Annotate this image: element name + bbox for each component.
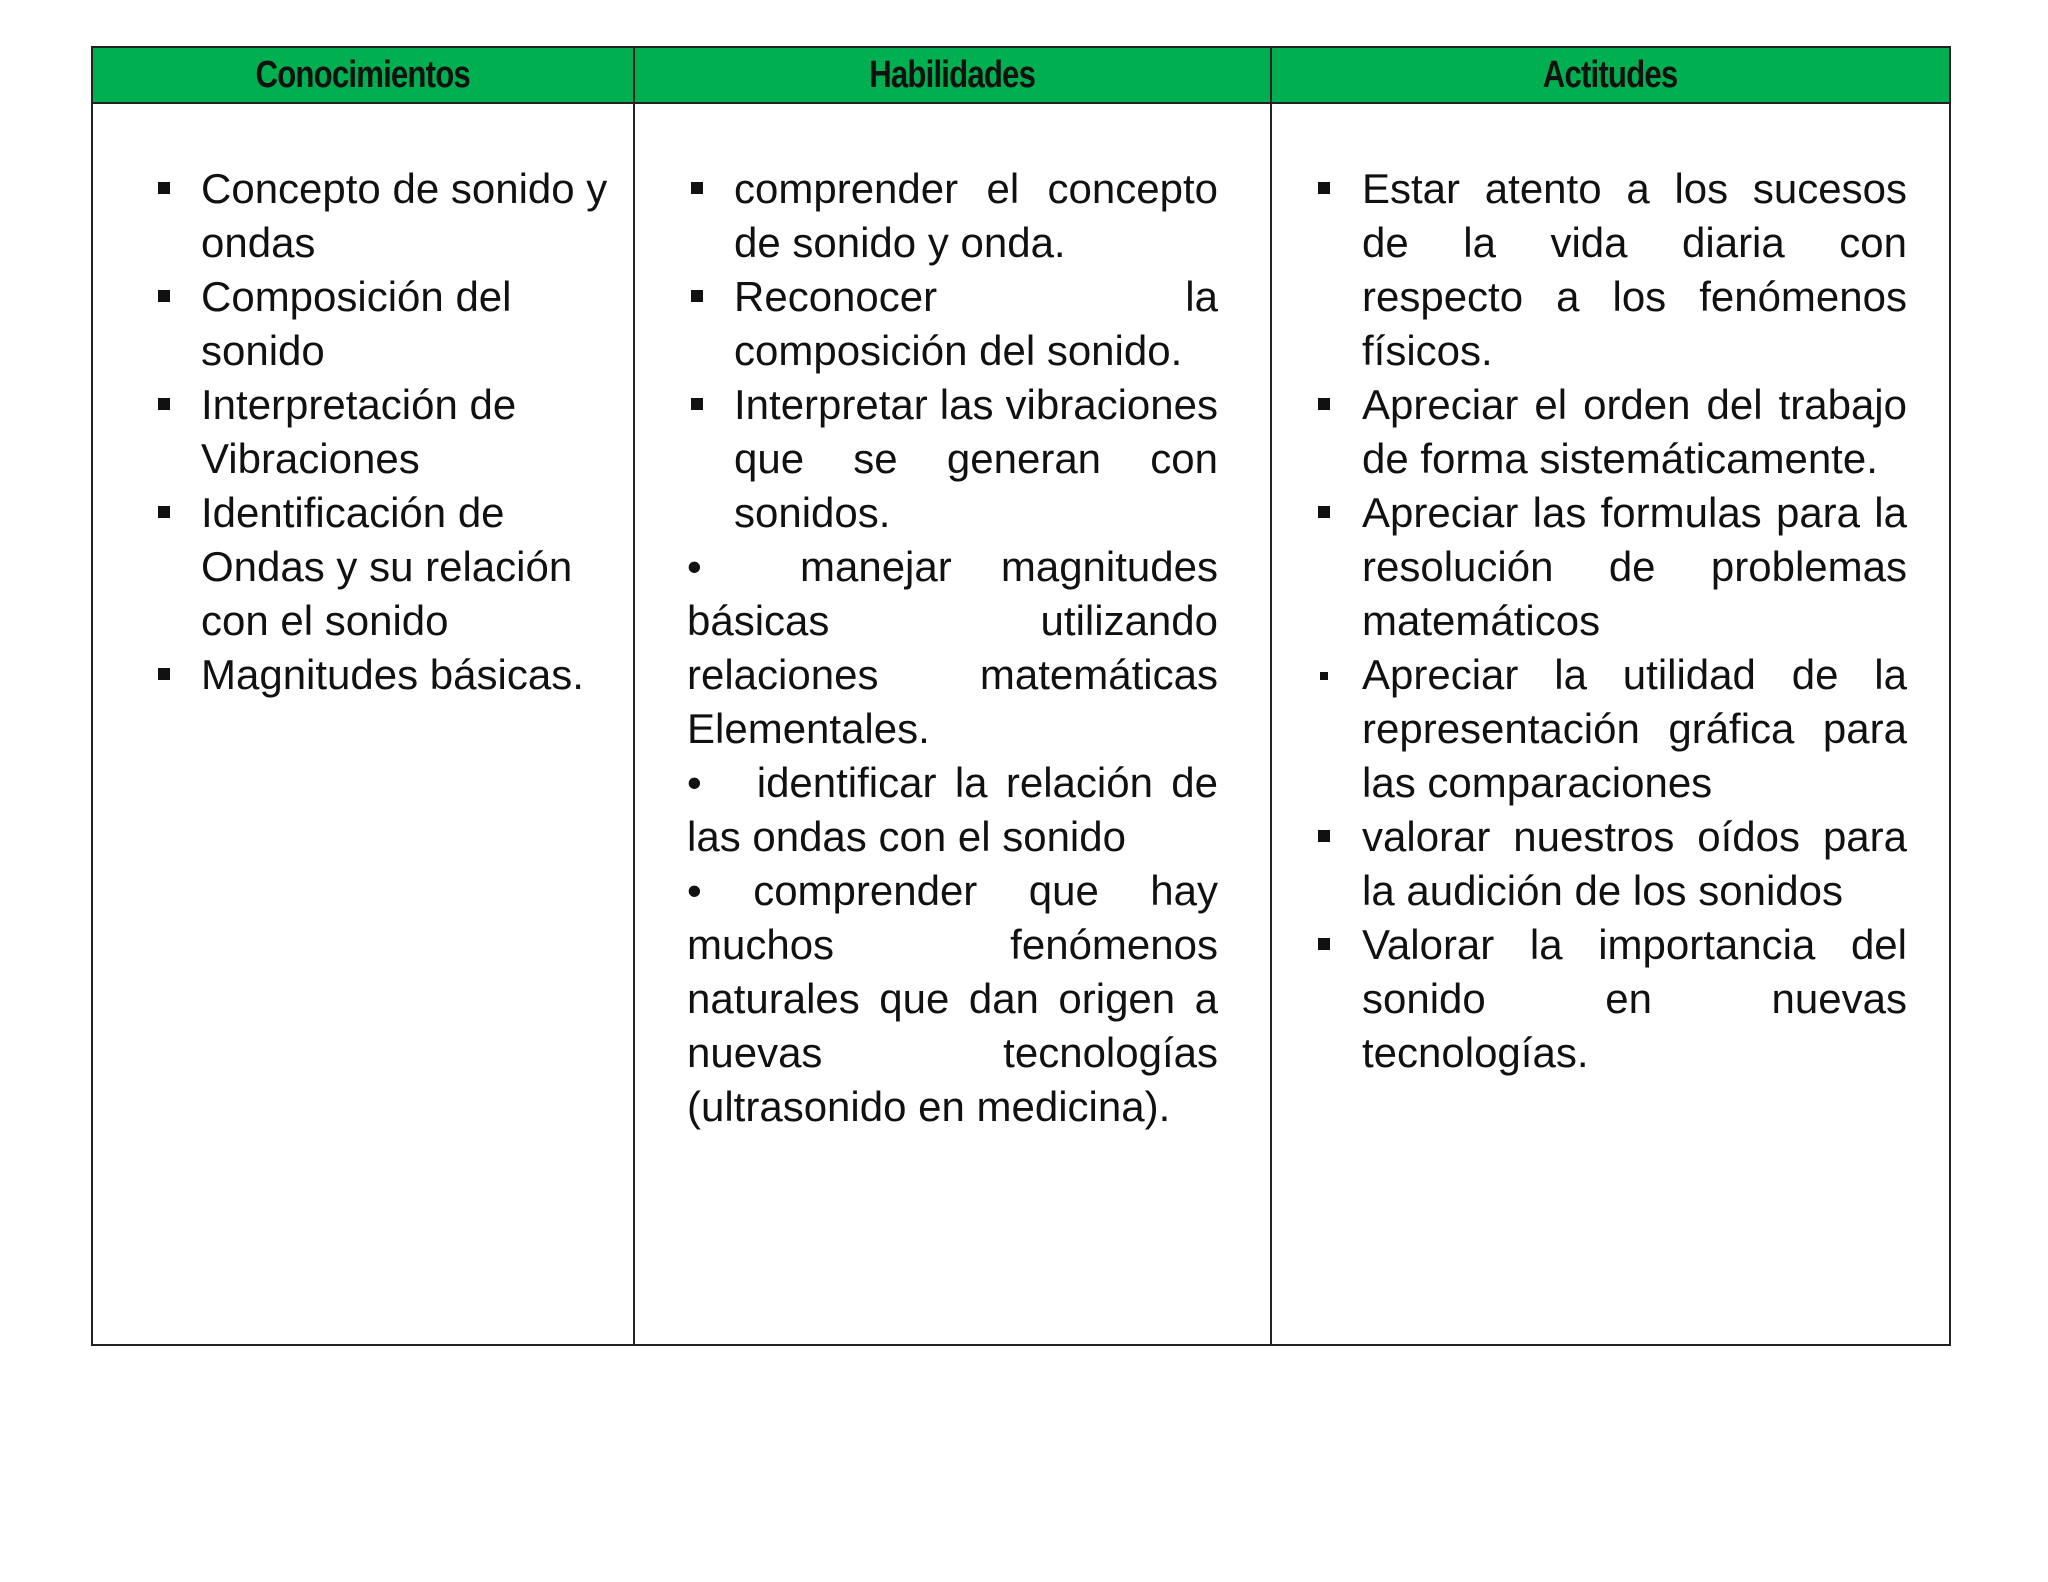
square-bullet-icon [1318,938,1330,950]
square-bullet-icon [691,182,703,194]
list-item: Apreciar el orden del trabajo de forma sistemáticamente. [1272,378,1949,486]
dot-bullet-icon: • [687,867,702,914]
header-conocimientos: Conocimientos [92,47,634,103]
competencias-table [91,46,1951,1346]
dot-bullet-icon: • [687,759,702,806]
square-bullet-icon [158,506,170,518]
conocimientos-cell [92,103,634,1345]
list-item: Valorar la importancia del sonido en nuevas tecnologías. [1272,918,1949,1080]
square-bullet-icon [1318,182,1330,194]
square-bullet-icon [691,398,703,410]
habilidades-cell [634,103,1271,1345]
small-square-bullet-icon [1320,672,1328,680]
list-item: Magnitudes básicas. [93,648,633,702]
square-bullet-icon [1318,398,1330,410]
header-row [92,47,1950,103]
list-item: Reconocer la composición del sonido. [635,270,1270,378]
square-bullet-icon [158,182,170,194]
square-bullet-icon [1318,830,1330,842]
list-item: Identificación de Ondas y su relación con el sonido [93,486,633,648]
square-bullet-icon [1318,506,1330,518]
list-item: • identificar la relación de las ondas con el sonido [687,759,1218,860]
habilidades-list [635,162,1270,1134]
actitudes-list [1272,162,1949,1080]
actitudes-cell [1271,103,1950,1345]
list-item: Interpretar las vibraciones que se generan con sonidos. [635,378,1270,540]
square-bullet-icon [158,668,170,680]
list-item: Composición del sonido [93,270,633,378]
list-item: Estar atento a los sucesos de la vida diaria con respecto a los fenómenos físicos. [1272,162,1949,378]
dot-bullet-icon: • [687,543,702,590]
header-actitudes: Actitudes [1271,47,1950,103]
list-item: • comprender que hay muchos fenómenos naturales que dan origen a nuevas tecnologías (ultrasonido en medicina). [687,867,1218,1130]
square-bullet-icon [158,398,170,410]
square-bullet-icon [158,290,170,302]
list-item: Apreciar las formulas para la resolución de problemas matemáticos [1272,486,1949,648]
list-item: valorar nuestros oídos para la audición de los sonidos [1272,810,1949,918]
conocimientos-list [93,162,633,702]
content-row [92,103,1950,1345]
header-habilidades: Habilidades [634,47,1271,103]
square-bullet-icon [691,290,703,302]
list-item: Apreciar la utilidad de la representación gráfica para las comparaciones [1272,648,1949,810]
list-item: comprender el concepto de sonido y onda. [635,162,1270,270]
list-item: Concepto de sonido y ondas [93,162,633,270]
list-item: Interpretación de Vibraciones [93,378,633,486]
list-item: • manejar magnitudes básicas utilizando relaciones matemáticas Elementales. [687,543,1218,752]
